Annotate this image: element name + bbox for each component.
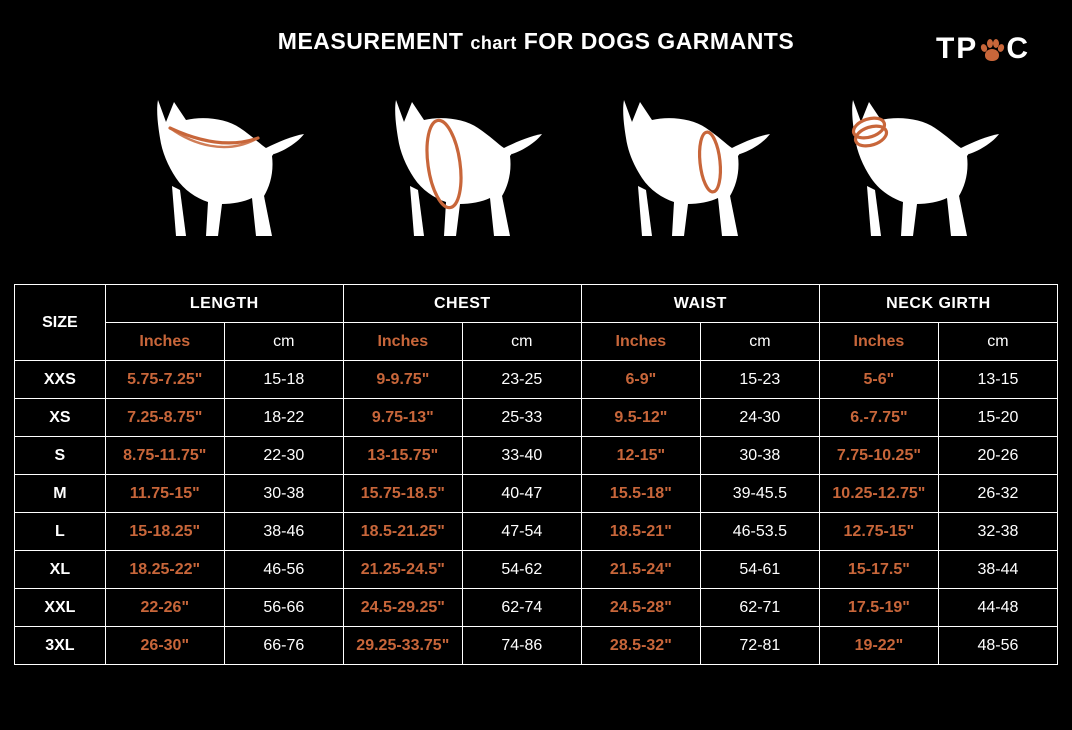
dog-neck-girth-diagram — [835, 86, 1035, 266]
cell-length-inches: 22-26" — [105, 589, 224, 627]
cell-neck-inches: 7.75-10.25" — [819, 437, 938, 475]
size-chart-table-container — [14, 284, 1058, 665]
header-group-length: LENGTH — [105, 285, 343, 323]
table-group-header-row — [15, 285, 1058, 323]
cell-length-cm: 18-22 — [224, 399, 343, 437]
header-length-cm: cm — [224, 323, 343, 361]
cell-length-inches: 7.25-8.75" — [105, 399, 224, 437]
cell-neck-cm: 48-56 — [938, 627, 1057, 665]
cell-neck-inches: 17.5-19" — [819, 589, 938, 627]
cell-waist-cm: 15-23 — [700, 361, 819, 399]
cell-waist-cm: 39-45.5 — [700, 475, 819, 513]
cell-waist-inches: 28.5-32" — [581, 627, 700, 665]
cell-waist-inches: 9.5-12" — [581, 399, 700, 437]
header-chest-inches: Inches — [343, 323, 462, 361]
cell-chest-cm: 25-33 — [462, 399, 581, 437]
header-group-waist: WAIST — [581, 285, 819, 323]
table-unit-header-row — [15, 323, 1058, 361]
cell-length-cm: 38-46 — [224, 513, 343, 551]
table-row — [15, 475, 1058, 513]
cell-neck-cm: 38-44 — [938, 551, 1057, 589]
header-waist-cm: cm — [700, 323, 819, 361]
dog-chest-diagram — [378, 86, 578, 266]
logo-text-left: TP — [935, 32, 979, 65]
cell-chest-cm: 47-54 — [462, 513, 581, 551]
brand-logo — [936, 32, 1030, 66]
cell-length-cm: 56-66 — [224, 589, 343, 627]
cell-chest-cm: 23-25 — [462, 361, 581, 399]
cell-neck-inches: 6.-7.75" — [819, 399, 938, 437]
cell-neck-inches: 15-17.5" — [819, 551, 938, 589]
size-label: M — [15, 475, 106, 513]
cell-chest-cm: 40-47 — [462, 475, 581, 513]
cell-neck-inches: 12.75-15" — [819, 513, 938, 551]
size-label: 3XL — [15, 627, 106, 665]
cell-chest-inches: 9.75-13" — [343, 399, 462, 437]
cell-length-inches: 15-18.25" — [105, 513, 224, 551]
cell-chest-inches: 18.5-21.25" — [343, 513, 462, 551]
table-row — [15, 551, 1058, 589]
cell-waist-cm: 30-38 — [700, 437, 819, 475]
size-label: XXL — [15, 589, 106, 627]
cell-waist-inches: 15.5-18" — [581, 475, 700, 513]
header-neck-cm: cm — [938, 323, 1057, 361]
table-row — [15, 627, 1058, 665]
cell-waist-inches: 24.5-28" — [581, 589, 700, 627]
cell-waist-inches: 21.5-24" — [581, 551, 700, 589]
cell-neck-cm: 32-38 — [938, 513, 1057, 551]
cell-waist-inches: 6-9" — [581, 361, 700, 399]
cell-chest-inches: 15.75-18.5" — [343, 475, 462, 513]
table-row — [15, 361, 1058, 399]
cell-length-inches: 5.75-7.25" — [105, 361, 224, 399]
page-header — [0, 0, 1072, 86]
cell-chest-inches: 29.25-33.75" — [343, 627, 462, 665]
size-label: S — [15, 437, 106, 475]
cell-chest-cm: 33-40 — [462, 437, 581, 475]
size-label: XXS — [15, 361, 106, 399]
header-neck-inches: Inches — [819, 323, 938, 361]
title-small: chart — [470, 33, 517, 53]
cell-length-cm: 46-56 — [224, 551, 343, 589]
cell-neck-cm: 26-32 — [938, 475, 1057, 513]
cell-length-cm: 30-38 — [224, 475, 343, 513]
cell-length-cm: 15-18 — [224, 361, 343, 399]
cell-waist-cm: 54-61 — [700, 551, 819, 589]
cell-length-cm: 66-76 — [224, 627, 343, 665]
cell-length-inches: 26-30" — [105, 627, 224, 665]
table-row — [15, 437, 1058, 475]
cell-chest-inches: 9-9.75" — [343, 361, 462, 399]
header-group-chest: CHEST — [343, 285, 581, 323]
cell-chest-inches: 21.25-24.5" — [343, 551, 462, 589]
cell-waist-inches: 18.5-21" — [581, 513, 700, 551]
cell-neck-cm: 44-48 — [938, 589, 1057, 627]
cell-waist-cm: 62-71 — [700, 589, 819, 627]
cell-neck-inches: 5-6" — [819, 361, 938, 399]
cell-length-inches: 8.75-11.75" — [105, 437, 224, 475]
cell-waist-cm: 46-53.5 — [700, 513, 819, 551]
title-rest: FOR DOGS GARMANTS — [523, 28, 795, 54]
paw-icon — [979, 35, 1005, 63]
cell-length-inches: 18.25-22" — [105, 551, 224, 589]
size-label: XL — [15, 551, 106, 589]
cell-chest-inches: 24.5-29.25" — [343, 589, 462, 627]
cell-neck-cm: 15-20 — [938, 399, 1057, 437]
dog-length-diagram — [140, 86, 340, 266]
header-group-neck-girth: NECK GIRTH — [819, 285, 1057, 323]
header-waist-inches: Inches — [581, 323, 700, 361]
table-row — [15, 589, 1058, 627]
cell-length-cm: 22-30 — [224, 437, 343, 475]
size-label: L — [15, 513, 106, 551]
header-length-inches: Inches — [105, 323, 224, 361]
table-row — [15, 513, 1058, 551]
cell-neck-cm: 20-26 — [938, 437, 1057, 475]
size-chart-table — [14, 284, 1058, 665]
cell-length-inches: 11.75-15" — [105, 475, 224, 513]
title-main: MEASUREMENT — [277, 28, 464, 54]
dog-illustrations — [0, 86, 1072, 276]
cell-waist-inches: 12-15" — [581, 437, 700, 475]
header-size: SIZE — [15, 285, 106, 361]
dog-waist-diagram — [606, 86, 806, 266]
cell-chest-inches: 13-15.75" — [343, 437, 462, 475]
logo-text-right: C — [1006, 32, 1030, 65]
page-title — [0, 28, 1072, 55]
cell-chest-cm: 62-74 — [462, 589, 581, 627]
cell-waist-cm: 24-30 — [700, 399, 819, 437]
cell-chest-cm: 74-86 — [462, 627, 581, 665]
header-chest-cm: cm — [462, 323, 581, 361]
cell-chest-cm: 54-62 — [462, 551, 581, 589]
cell-neck-inches: 19-22" — [819, 627, 938, 665]
size-label: XS — [15, 399, 106, 437]
cell-waist-cm: 72-81 — [700, 627, 819, 665]
cell-neck-cm: 13-15 — [938, 361, 1057, 399]
table-row — [15, 399, 1058, 437]
cell-neck-inches: 10.25-12.75" — [819, 475, 938, 513]
